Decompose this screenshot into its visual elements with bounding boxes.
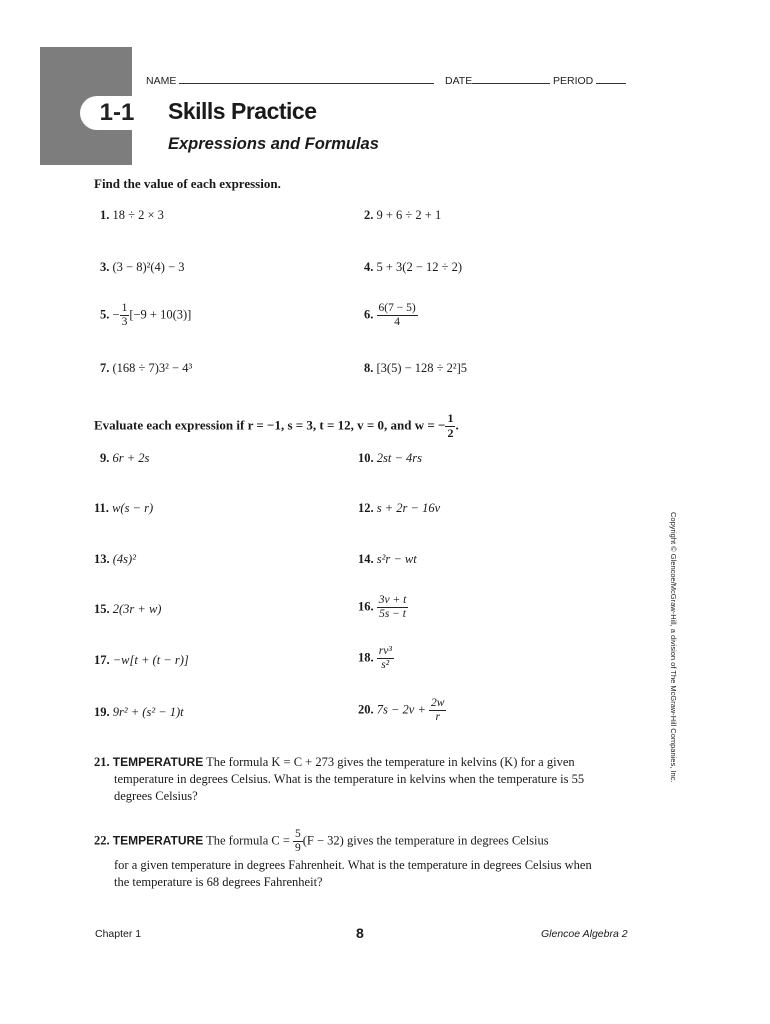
fraction-denominator: 4 (394, 316, 400, 329)
problem-number: 9. (100, 451, 110, 465)
problem-number: 10. (358, 451, 374, 465)
problem-fraction (293, 828, 303, 855)
copyright-text: Copyright © Glencoe/McGraw-Hill, a division of The McGraw-Hill Companies, Inc. (669, 512, 678, 783)
problem-16 (358, 594, 408, 621)
problem-expression: (4s)² (112, 552, 136, 566)
fraction-denominator: 5s − t (379, 608, 406, 621)
fraction-denominator: r (435, 711, 440, 724)
period-label: PERIOD (553, 75, 594, 87)
problem-number: 11. (94, 501, 109, 515)
problem-number: 17. (94, 653, 110, 667)
problem-13 (94, 552, 136, 567)
problem-8 (364, 361, 467, 376)
problem-number: 3. (100, 260, 110, 274)
fraction-denominator: 3 (121, 316, 128, 329)
problem-number: 20. (358, 702, 374, 717)
problem-number: 8. (364, 361, 374, 375)
fraction-denominator: s² (381, 659, 390, 672)
footer-page-number: 8 (356, 925, 364, 941)
problem-7 (100, 361, 192, 376)
problem-fraction (377, 645, 394, 672)
instruction-text: Evaluate each expression if r = −1, s = 3, t = 12, v = 0, and w = − (94, 417, 446, 433)
name-label: NAME (146, 75, 177, 87)
date-field (445, 74, 550, 87)
period-blank (596, 74, 626, 84)
problem-number: 22. (94, 833, 110, 848)
problem-number: 12. (358, 501, 374, 515)
period-field (553, 74, 626, 87)
w-value-fraction (445, 412, 455, 441)
problem-11 (94, 501, 153, 516)
problem-topic: TEMPERATURE (112, 833, 204, 848)
problem-fraction (120, 302, 130, 329)
problem-9 (100, 451, 149, 466)
problem-number: 5. (100, 307, 110, 322)
name-field (146, 74, 434, 87)
problem-text-pre: The formula C = (206, 833, 293, 848)
problem-expression: 18 ÷ 2 × 3 (112, 208, 164, 222)
problem-expression: (3 − 8)²(4) − 3 (112, 260, 185, 274)
fraction-numerator: 5 (293, 828, 303, 842)
problem-3 (100, 260, 185, 275)
problem-expression: 2(3r + w) (112, 602, 162, 616)
fraction-denominator: 9 (295, 842, 301, 855)
problem-5 (100, 302, 191, 329)
problem-12 (358, 501, 440, 516)
fraction-denominator: 2 (447, 425, 454, 440)
date-blank (472, 74, 550, 84)
problem-topic: TEMPERATURE (112, 755, 204, 769)
problem-expression: −w[t + (t − r)] (112, 653, 189, 667)
problem-expression: 9r² + (s² − 1)t (112, 705, 184, 719)
problem-17 (94, 653, 189, 668)
problem-fraction (429, 697, 446, 724)
problem-number: 19. (94, 705, 110, 719)
problem-fraction (377, 594, 409, 621)
problem-19 (94, 705, 184, 720)
problem-number: 1. (100, 208, 110, 222)
problem-expression: s + 2r − 16v (376, 501, 441, 515)
problem-text: The formula K = C + 273 gives the temperature in kelvins (K) for a given temperature in degrees Celsius. What is the temperature in kelvins when the temperature is 55 degrees Celsius? (114, 755, 585, 803)
problem-expression: [−9 + 10(3)] (129, 307, 192, 322)
problem-number: 21. (94, 755, 110, 769)
section2-instruction (94, 412, 459, 441)
problem-10 (358, 451, 422, 466)
fraction-numerator: 1 (447, 411, 454, 425)
problem-expression: (168 ÷ 7)3² − 4³ (112, 361, 193, 375)
problem-number: 6. (364, 307, 374, 322)
footer-book-title: Glencoe Algebra 2 (541, 928, 628, 940)
problem-4 (364, 260, 462, 275)
problem-number: 7. (100, 361, 110, 375)
fraction-numerator: 3v + t (377, 594, 409, 608)
problem-2 (364, 208, 441, 223)
problem-expression: w(s − r) (112, 501, 154, 515)
problem-expression: 2st − 4rs (376, 451, 423, 465)
date-label: DATE (445, 75, 473, 87)
problem-expression: 5 + 3(2 − 12 ÷ 2) (376, 260, 463, 274)
fraction-numerator: 1 (120, 302, 130, 316)
problem-text-post: (F − 32) gives the temperature in degrees Celsius (302, 833, 549, 848)
problem-6 (364, 302, 418, 329)
problem-14 (358, 552, 417, 567)
problem-18 (358, 645, 394, 672)
problem-1 (100, 208, 164, 223)
problem-expression: 6r + 2s (112, 451, 150, 465)
problem-number: 13. (94, 552, 110, 566)
word-problem-22 (94, 828, 614, 891)
fraction-numerator: 2w (429, 697, 446, 711)
problem-number: 14. (358, 552, 374, 566)
problem-expression: s²r − wt (376, 552, 417, 566)
page-title: Skills Practice (168, 98, 317, 124)
fraction-numerator: rv³ (377, 645, 394, 659)
instruction-period: . (455, 417, 459, 433)
copyright-notice (664, 512, 678, 792)
problem-20 (358, 697, 446, 724)
problem-expression: 9 + 6 ÷ 2 + 1 (376, 208, 442, 222)
problem-number: 16. (358, 599, 374, 614)
page-subtitle: Expressions and Formulas (168, 135, 379, 153)
problem-expression: [3(5) − 128 ÷ 2²]5 (376, 361, 468, 375)
problem-number: 2. (364, 208, 374, 222)
footer-chapter: Chapter 1 (95, 928, 142, 940)
problem-fraction (377, 302, 418, 329)
problem-text-rest: for a given temperature in degrees Fahrenheit. What is the temperature in degrees Celsius when the temperature is 68 degrees Fahrenheit? (114, 858, 592, 890)
name-blank (179, 74, 434, 84)
problem-number: 4. (364, 260, 374, 274)
section1-instruction: Find the value of each expression. (94, 176, 281, 191)
problem-15 (94, 602, 161, 617)
problem-number: 15. (94, 602, 110, 616)
lesson-number-badge: 1-1 (80, 96, 154, 130)
problem-sign: − (112, 307, 120, 322)
word-problem-21 (94, 754, 614, 805)
problem-number: 18. (358, 650, 374, 665)
fraction-numerator: 6(7 − 5) (377, 302, 418, 316)
problem-expression: 7s − 2v + (376, 702, 430, 717)
